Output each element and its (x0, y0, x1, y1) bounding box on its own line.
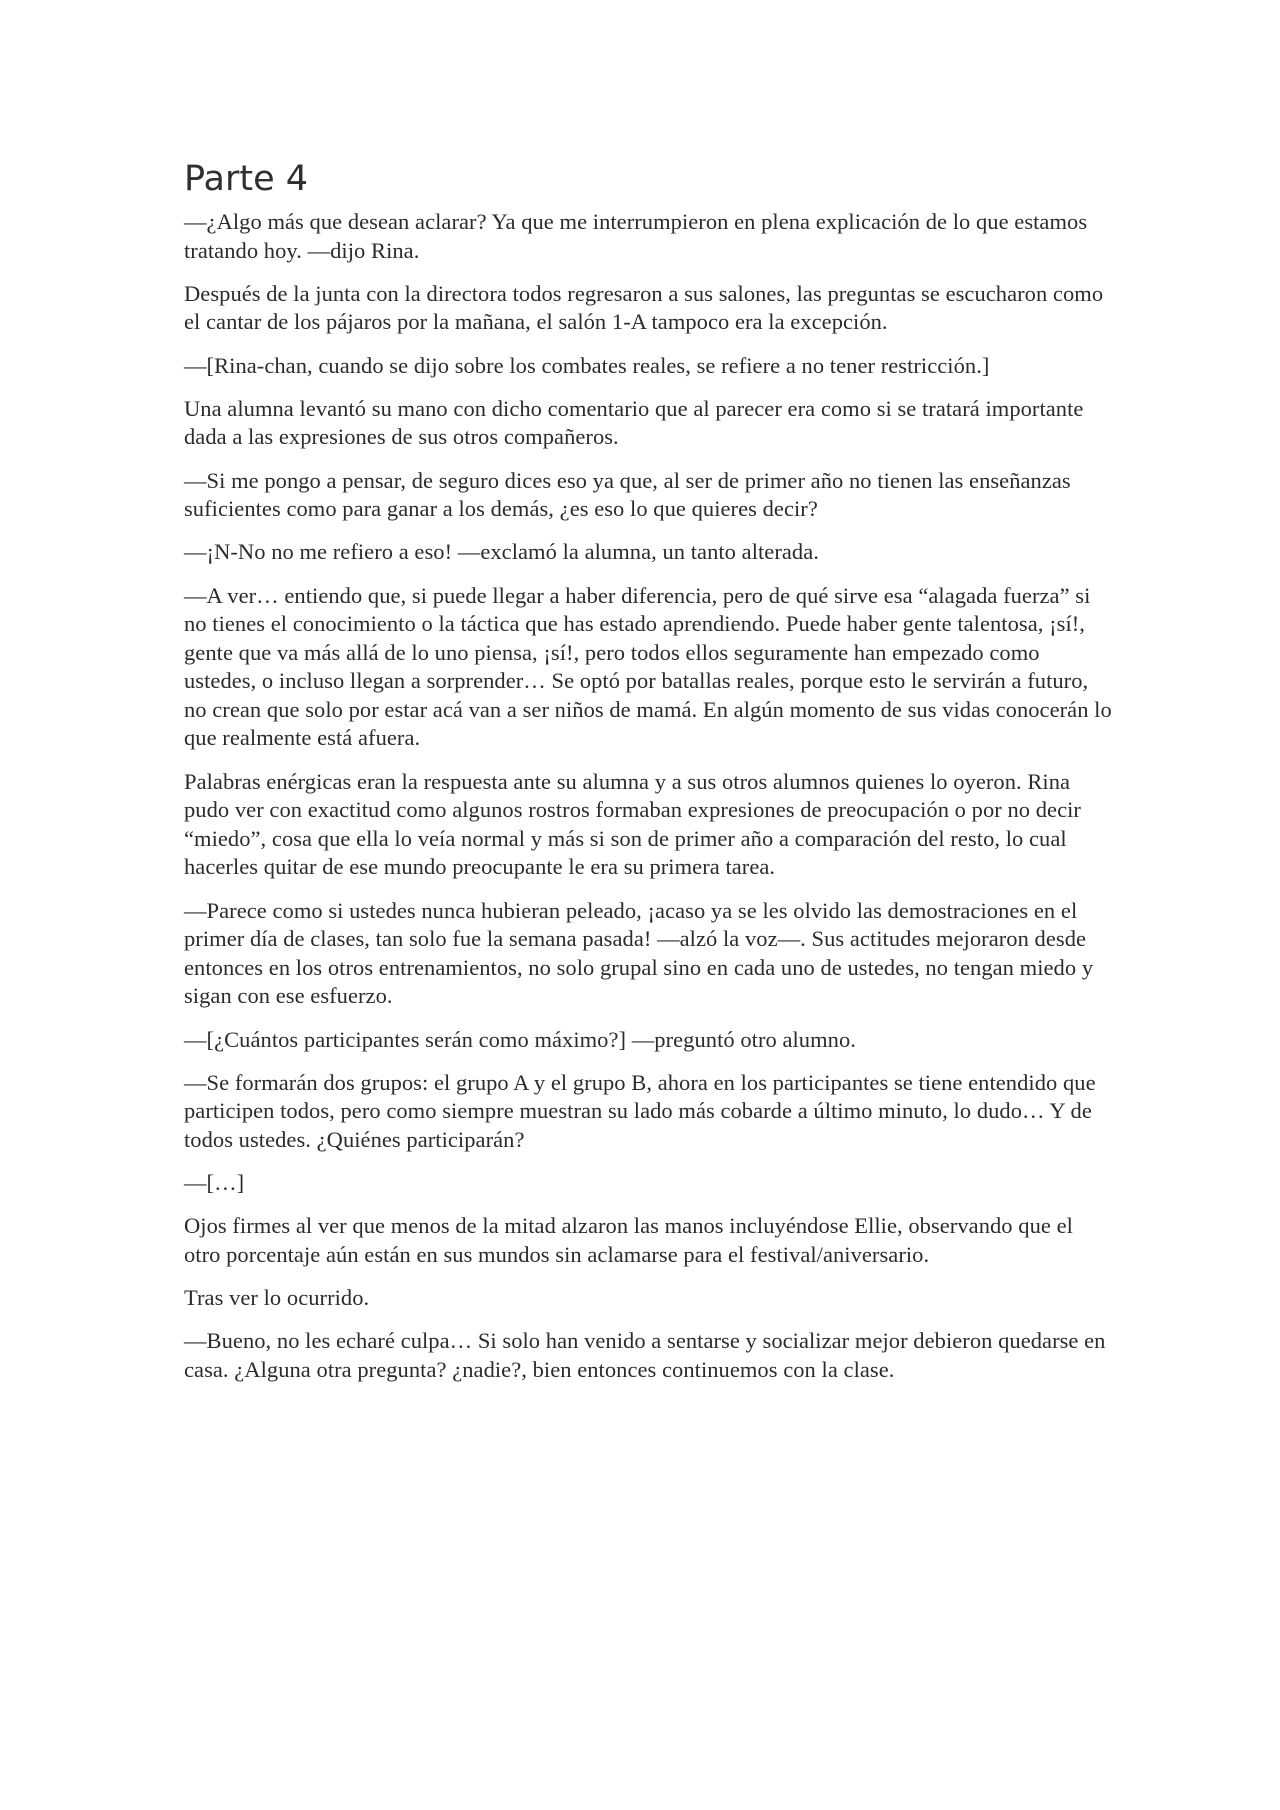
paragraph: —¡N-No no me refiero a eso! —exclamó la alumna, un tanto alterada. (184, 539, 819, 565)
paragraph: —[Rina-chan, cuando se dijo sobre los combates reales, se refiere a no tener restricción.] (184, 352, 990, 378)
paragraph: Palabras enérgicas eran la respuesta ante su alumna y a sus otros alumnos quienes lo oyeron. Rina pudo ver con exactitud como algunos rostros formaban expresiones de preocupación o por no decir “miedo”, cosa que ella lo veía normal y más si son de primer año a comparación del resto, lo cual hacerles quitar de ese mundo preocupante le era su primera tarea. (184, 768, 1081, 880)
paragraph: Después de la junta con la directora todos regresaron a sus salones, las preguntas se escucharon como el cantar de los pájaros por la mañana, el salón 1-A tampoco era la excepción. (184, 280, 1104, 335)
paragraph: —Si me pongo a pensar, de seguro dices eso ya que, al ser de primer año no tienen las enseñanzas suficientes como para ganar a los demás, ¿es eso lo que quieres decir? (184, 467, 1071, 522)
paragraph: —A ver… entiendo que, si puede llegar a haber diferencia, pero de qué sirve esa “alagada fuerza” si no tienes el conocimiento o la táctica que has estado aprendiendo. Puede haber gente talentosa, ¡sí!, gente que va más allá de lo uno piensa, ¡sí!, pero todos ellos seguramente han empezado como ustedes, o incluso llegan a sorprender… Se optó por batallas reales, porque esto le servirán a futuro, no crean que solo por estar acá van a ser niños de mamá. En algún momento de sus vidas conocerán lo que realmente está afuera. (184, 582, 1112, 751)
paragraph: —Bueno, no les echaré culpa… Si solo han venido a sentarse y socializar mejor debieron quedarse en casa. ¿Alguna otra pregunta? ¿nadie?, bien entonces continuemos con la clase. (184, 1328, 1106, 1382)
chapter-title: Parte 4 (184, 159, 309, 199)
paragraph: —Se formarán dos grupos: el grupo A y el grupo B, ahora en los participantes se tiene entendido que participen todos, pero como siempre muestran su lado más cobarde a último minuto, lo dudo… Y de todos ustedes. ¿Quiénes participarán? (184, 1069, 1096, 1152)
paragraph: Tras ver lo ocurrido. (184, 1285, 370, 1311)
paragraph: —[…] (184, 1170, 245, 1196)
document-page (184, 158, 1114, 1399)
paragraph: —[¿Cuántos participantes serán como máximo?] —preguntó otro alumno. (184, 1026, 856, 1052)
paragraph: —¿Algo más que desean aclarar? Ya que me interrumpieron en plena explicación de lo que estamos tratando hoy. —dijo Rina. (184, 209, 1088, 263)
paragraph: —Parece como si ustedes nunca hubieran peleado, ¡acaso ya se les olvido las demostraciones en el primer día de clases, tan solo fue la semana pasada! —alzó la voz—. Sus actitudes mejoraron desde entonces en los otros entrenamientos, no solo grupal sino en cada uno de ustedes, no tengan miedo y sigan con ese esfuerzo. (184, 897, 1094, 1009)
paragraph: Ojos firmes al ver que menos de la mitad alzaron las manos incluyéndose Ellie, observando que el otro porcentaje aún están en sus mundos sin aclamarse para el festival/aniversario. (184, 1213, 1073, 1267)
paragraph: Una alumna levantó su mano con dicho comentario que al parecer era como si se tratará importante dada a las expresiones de sus otros compañeros. (184, 395, 1084, 450)
